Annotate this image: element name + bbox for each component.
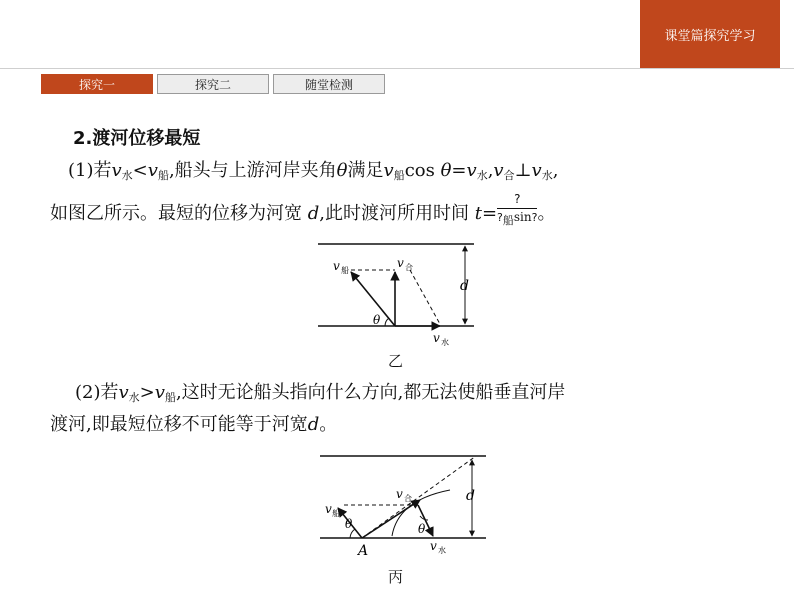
label-v-resultant-sub: 合: [405, 263, 413, 272]
label-v-resultant-sub: 合: [404, 494, 412, 503]
label-v-water-sub: 水: [441, 338, 449, 347]
paragraph-shortest-displacement: 如图乙所示。最短的位移为河宽 d,此时渡河所用时间 t= $\frac{?}{?_船\sin?}$ 。: [50, 192, 556, 227]
dashed-side: [410, 270, 440, 324]
label-v-water-sub: 水: [438, 546, 446, 555]
figure-bing-caption: 丙: [388, 568, 404, 586]
label-v-resultant: v: [396, 487, 403, 501]
label-v-water: v: [433, 331, 440, 345]
theta-arc: [385, 318, 389, 326]
label-theta-b: θ: [418, 522, 426, 536]
label-v-water: v: [430, 539, 437, 553]
fraction-numerator: ?: [514, 192, 521, 206]
label-v-boat-sub: 船: [341, 266, 349, 275]
label-point-a: A: [358, 543, 369, 559]
time-fraction: $\frac{?}{?_船\sin?}$: [497, 192, 538, 227]
section-label: 课堂篇探究学习: [640, 0, 780, 68]
label-width-d: d: [460, 278, 469, 294]
figure-bing: [320, 456, 486, 559]
paragraph-case-1: (1)若$v_水<v_船$,船头与上游河岸夹角θ满足$v_船\cos$ $\theta=v_水,v_合\perp v_水$,: [68, 160, 559, 182]
label-v-boat: v: [333, 259, 340, 273]
figure-yi-caption: 乙: [388, 352, 404, 370]
paragraph-case-2: (2)若$v_水>v_船$,这时无论船头指向什么方向,都无法使船垂直河岸: [75, 382, 566, 404]
label-v-boat: v: [325, 502, 332, 516]
label-width-d: d: [466, 488, 475, 504]
label-theta-a: θ: [345, 517, 353, 531]
tab-classroom-quiz[interactable]: 随堂检测: [273, 74, 385, 94]
label-v-resultant: v: [397, 256, 404, 270]
label-theta: θ: [373, 313, 381, 327]
label-v-boat-sub: 船: [332, 509, 340, 518]
figure-yi: [318, 244, 474, 347]
tab-explore-1[interactable]: 探究一: [41, 74, 153, 94]
tab-explore-2[interactable]: 探究二: [157, 74, 269, 94]
section-heading: 2.渡河位移最短: [73, 128, 201, 149]
paragraph-case-2-conclusion: 渡河,即最短位移不可能等于河宽d。: [50, 414, 338, 435]
